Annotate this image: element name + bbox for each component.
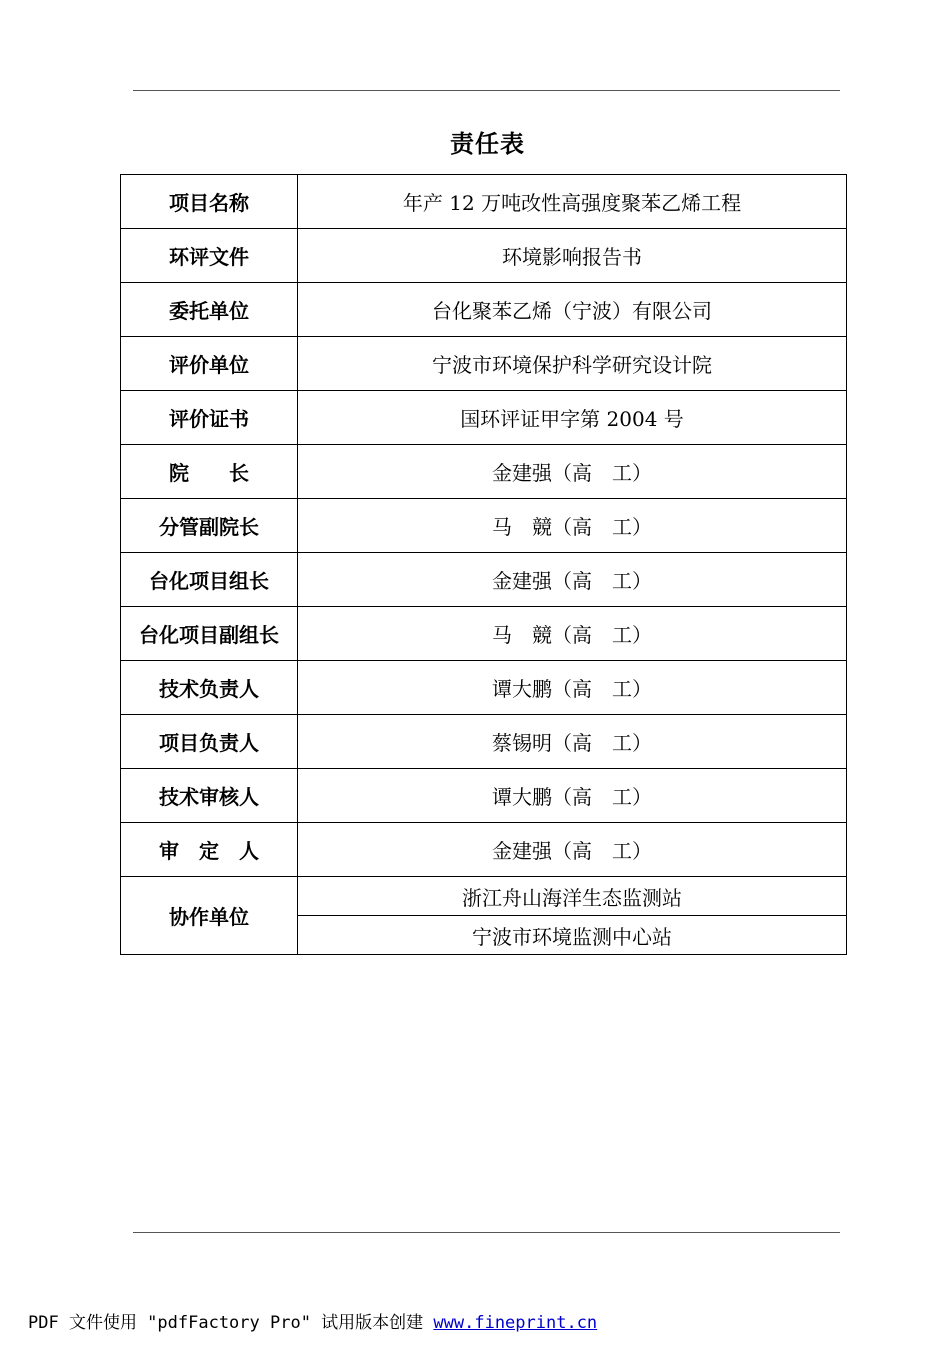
table-row [121, 823, 847, 877]
table-row [121, 769, 847, 823]
row-value: 台化聚苯乙烯（宁波）有限公司 [298, 283, 847, 337]
row-value: 金建强（高 工） [298, 823, 847, 877]
row-label: 评价证书 [121, 391, 298, 445]
row-label: 分管副院长 [121, 499, 298, 553]
row-label: 台化项目副组长 [121, 607, 298, 661]
table-row [121, 175, 847, 229]
row-value: 环境影响报告书 [298, 229, 847, 283]
row-value: 蔡锡明（高 工） [298, 715, 847, 769]
row-label: 评价单位 [121, 337, 298, 391]
table-row [121, 715, 847, 769]
row-label: 委托单位 [121, 283, 298, 337]
row-value: 马 競（高 工） [298, 607, 847, 661]
row-value: 宁波市环境保护科学研究设计院 [298, 337, 847, 391]
cooperation-value: 宁波市环境监测中心站 [298, 916, 847, 955]
table-row-cooperation [121, 877, 847, 916]
row-label: 院 长 [121, 445, 298, 499]
row-value: 国环评证甲字第 2004 号 [298, 391, 847, 445]
footer-rule [133, 1232, 840, 1233]
row-value: 谭大鹏（高 工） [298, 661, 847, 715]
cooperation-label: 协作单位 [121, 877, 298, 955]
row-label: 项目名称 [121, 175, 298, 229]
table-row [121, 445, 847, 499]
row-label: 审 定 人 [121, 823, 298, 877]
table-row [121, 283, 847, 337]
row-value: 年产 12 万吨改性高强度聚苯乙烯工程 [298, 175, 847, 229]
row-value: 金建强（高 工） [298, 553, 847, 607]
table-row [121, 391, 847, 445]
table-row [121, 553, 847, 607]
footer-text: PDF 文件使用 "pdfFactory Pro" 试用版本创建 [28, 1313, 434, 1333]
table-row [121, 607, 847, 661]
table-row [121, 661, 847, 715]
responsibility-table [120, 174, 847, 955]
row-label: 技术负责人 [121, 661, 298, 715]
row-value: 谭大鹏（高 工） [298, 769, 847, 823]
row-value: 马 競（高 工） [298, 499, 847, 553]
footer-link[interactable]: www.fineprint.cn [433, 1313, 598, 1333]
row-label: 环评文件 [121, 229, 298, 283]
table-row [121, 337, 847, 391]
pdf-footer [28, 1308, 597, 1333]
row-label: 项目负责人 [121, 715, 298, 769]
row-value: 金建强（高 工） [298, 445, 847, 499]
page-title: 责任表 [450, 130, 525, 158]
cooperation-value: 浙江舟山海洋生态监测站 [298, 877, 847, 916]
table-row [121, 229, 847, 283]
header-rule [133, 90, 840, 91]
row-label: 技术审核人 [121, 769, 298, 823]
row-label: 台化项目组长 [121, 553, 298, 607]
table-row [121, 499, 847, 553]
